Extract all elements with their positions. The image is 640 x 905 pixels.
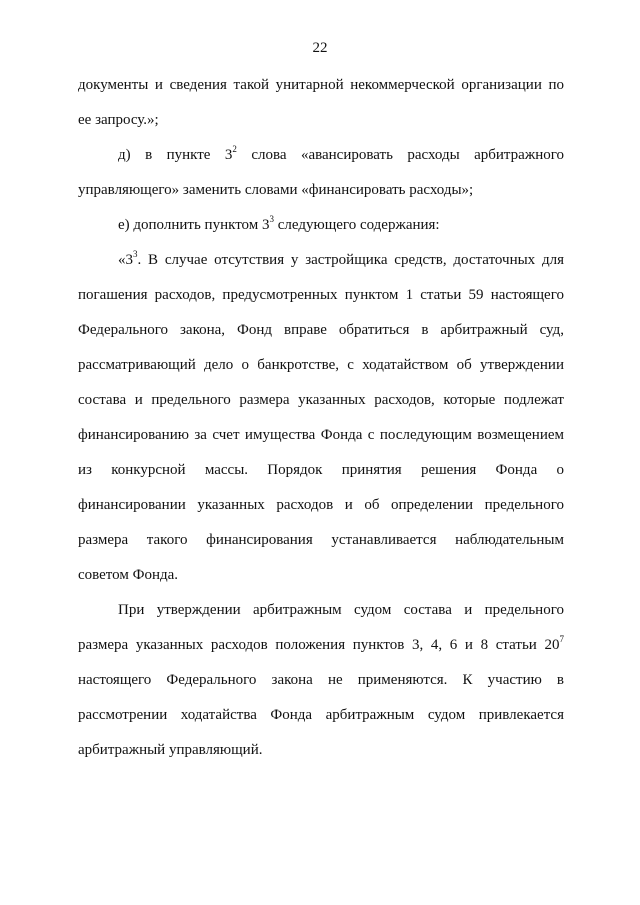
text-line: рассматривающий дело о банкротстве, с ходатайством об утверждении — [78, 357, 564, 373]
text-line: «$3^3$. В случае отсутствия у застройщика средств, достаточных для — [118, 249, 564, 268]
text-line: арбитражный управляющий. — [78, 742, 263, 758]
text-line: д) в пункте $3^2$ слова «авансировать расходы арбитражного — [118, 144, 564, 163]
text-line: погашения расходов, предусмотренных пунктом 1 статьи 59 настоящего — [78, 287, 564, 303]
text-line: Федерального закона, Фонд вправе обратиться в арбитражный суд, — [78, 322, 564, 338]
text-line: размера такого финансирования устанавливается наблюдательным — [78, 532, 564, 548]
text-line: состава и предельного размера указанных расходов, которые подлежат — [78, 392, 564, 408]
text-line: размера указанных расходов положения пунктов 3, 4, 6 и 8 статьи $20^7$ — [78, 634, 564, 653]
text-line: советом Фонда. — [78, 567, 179, 583]
superscript: 7 — [559, 634, 564, 644]
text-line: из конкурсной массы. Порядок принятия решения Фонда о — [78, 462, 564, 478]
text-line: управляющего» заменить словами «финансировать расходы»; — [78, 182, 474, 198]
text-line: финансированию за счет имущества Фонда с последующим возмещением — [78, 427, 564, 443]
superscript: 2 — [232, 144, 237, 154]
text-line: настоящего Федерального закона не применяются. К участию в — [78, 672, 564, 688]
text-line: рассмотрении ходатайства Фонда арбитражным судом привлекается — [78, 707, 564, 723]
text-line: ее запросу.»; — [78, 112, 159, 128]
text-line: е) дополнить пунктом $3^3$ следующего содержания: — [118, 214, 440, 233]
page-number: 22 — [312, 40, 328, 56]
text-line: документы и сведения такой унитарной некоммерческой организации по — [78, 77, 564, 93]
text-line: финансировании указанных расходов и об определении предельного — [78, 497, 564, 513]
superscript: 3 — [133, 249, 138, 259]
text-line: При утверждении арбитражным судом состава и предельного — [118, 602, 564, 618]
superscript: 3 — [269, 214, 275, 224]
